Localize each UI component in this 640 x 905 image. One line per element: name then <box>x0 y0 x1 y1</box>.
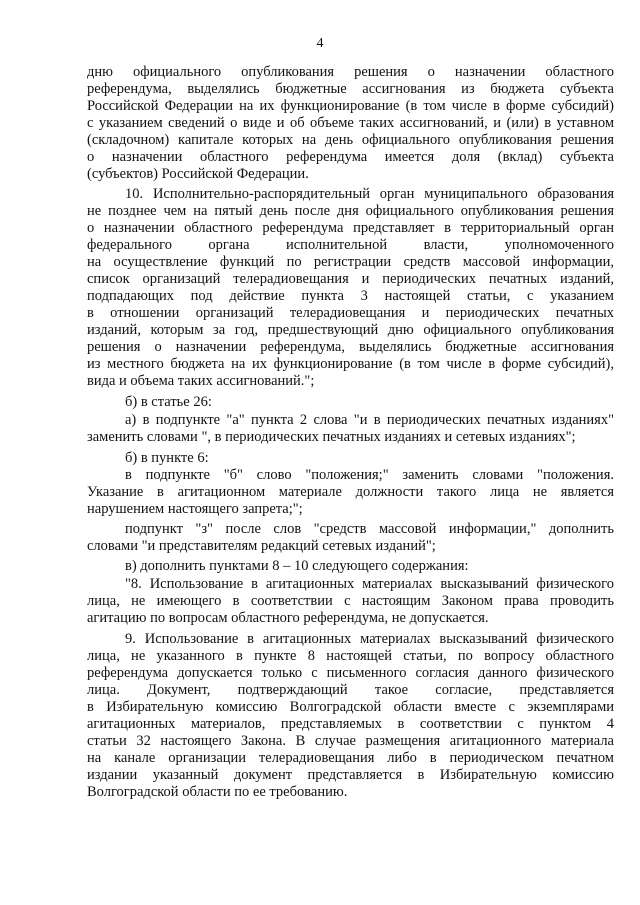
text-line: референдума, выделялись бюджетные ассигнования из бюджета субъекта <box>87 81 614 97</box>
text-line: изданий, которым за год, предшествующий дню официального опубликования <box>87 322 614 338</box>
text-line: референдума допускается только с письменного согласия данного физического <box>87 665 614 681</box>
text-line: из местного бюджета на их функционирование (в том числе в форме субсидий), <box>87 356 614 372</box>
text-line: дню официального опубликования решения о назначении областного <box>87 64 614 80</box>
text-line: лица, не указанного в пункте 8 настоящей статьи, по вопросу областного <box>87 648 614 664</box>
text-line: Указание в агитационном материале должности такого лица не является <box>87 484 614 500</box>
text-line: не позднее чем на пятый день после дня официального опубликования решения <box>87 203 614 219</box>
text-line: 9. Использование в агитационных материалах высказываний физического <box>125 631 614 647</box>
text-line: "8. Использование в агитационных материалах высказываний физического <box>125 576 614 592</box>
text-line: список организаций телерадиовещания и периодических печатных изданий, <box>87 271 614 287</box>
text-line: б) в статье 26: <box>125 394 212 410</box>
text-line: издании указанный документ представляется в Избирательную комиссию <box>87 767 614 783</box>
text-line: в) дополнить пунктами 8 – 10 следующего содержания: <box>125 558 469 574</box>
text-line: Российской Федерации на их функционирование (в том числе в форме субсидий) <box>87 98 614 114</box>
text-line: решения о назначении референдума, выделялись бюджетные ассигнования <box>87 339 614 355</box>
text-line: агитационных материалов, представляемых в соответствии с пунктом 4 <box>87 716 614 732</box>
text-line: с указанием сведений о виде и об объеме таких ассигнований, и (или) в уставном <box>87 115 614 131</box>
text-line: на канале организации телерадиовещания либо в периодическом печатном <box>87 750 614 766</box>
text-line: подпункт "з" после слов "средств массовой информации," дополнить <box>125 521 614 537</box>
text-line: статьи 32 настоящего Закона. В случае размещения агитационного материала <box>87 733 614 749</box>
text-line: в отношении организаций телерадиовещания и периодических печатных <box>87 305 614 321</box>
text-line: подпадающих под действие пункта 3 настоящей статьи, с указанием <box>87 288 614 304</box>
text-line: о назначении областного референдума представляет в территориальный орган <box>87 220 614 236</box>
text-line: в Избирательную комиссию Волгоградской области вместе с экземплярами <box>87 699 614 715</box>
text-line: словами "и представителям редакций сетевых изданий"; <box>87 538 436 554</box>
text-line: лица, не имеющего в соответствии с настоящим Законом права проводить <box>87 593 614 609</box>
text-line: лица. Документ, подтверждающий такое согласие, представляется <box>87 682 614 698</box>
text-line: о назначении областного референдума имеется доля (вклад) субъекта <box>87 149 614 165</box>
text-line: на осуществление функций по регистрации средств массовой информации, <box>87 254 614 270</box>
text-line: вида и объема таких ассигнований."; <box>87 373 315 389</box>
text-line: агитацию по вопросам областного референдума, не допускается. <box>87 610 489 626</box>
text-line: (субъектов) Российской Федерации. <box>87 166 309 182</box>
text-line: б) в пункте 6: <box>125 450 209 466</box>
text-line: заменить словами ", в периодических печатных изданиях и сетевых изданиях"; <box>87 429 576 445</box>
text-line: (складочном) капитале которых на день официального опубликования решения <box>87 132 614 148</box>
text-line: а) в подпункте "а" пункта 2 слова "и в периодических печатных изданиях" <box>125 412 614 428</box>
text-line: 10. Исполнительно-распорядительный орган муниципального образования <box>125 186 614 202</box>
page-number: 4 <box>316 36 324 51</box>
text-line: федерального органа исполнительной власти, уполномоченного <box>87 237 614 253</box>
text-line: нарушением настоящего запрета;"; <box>87 501 303 517</box>
text-line: в подпункте "б" слово "положения;" заменить словами "положения. <box>125 467 614 483</box>
text-line: Волгоградской области по ее требованию. <box>87 784 348 800</box>
